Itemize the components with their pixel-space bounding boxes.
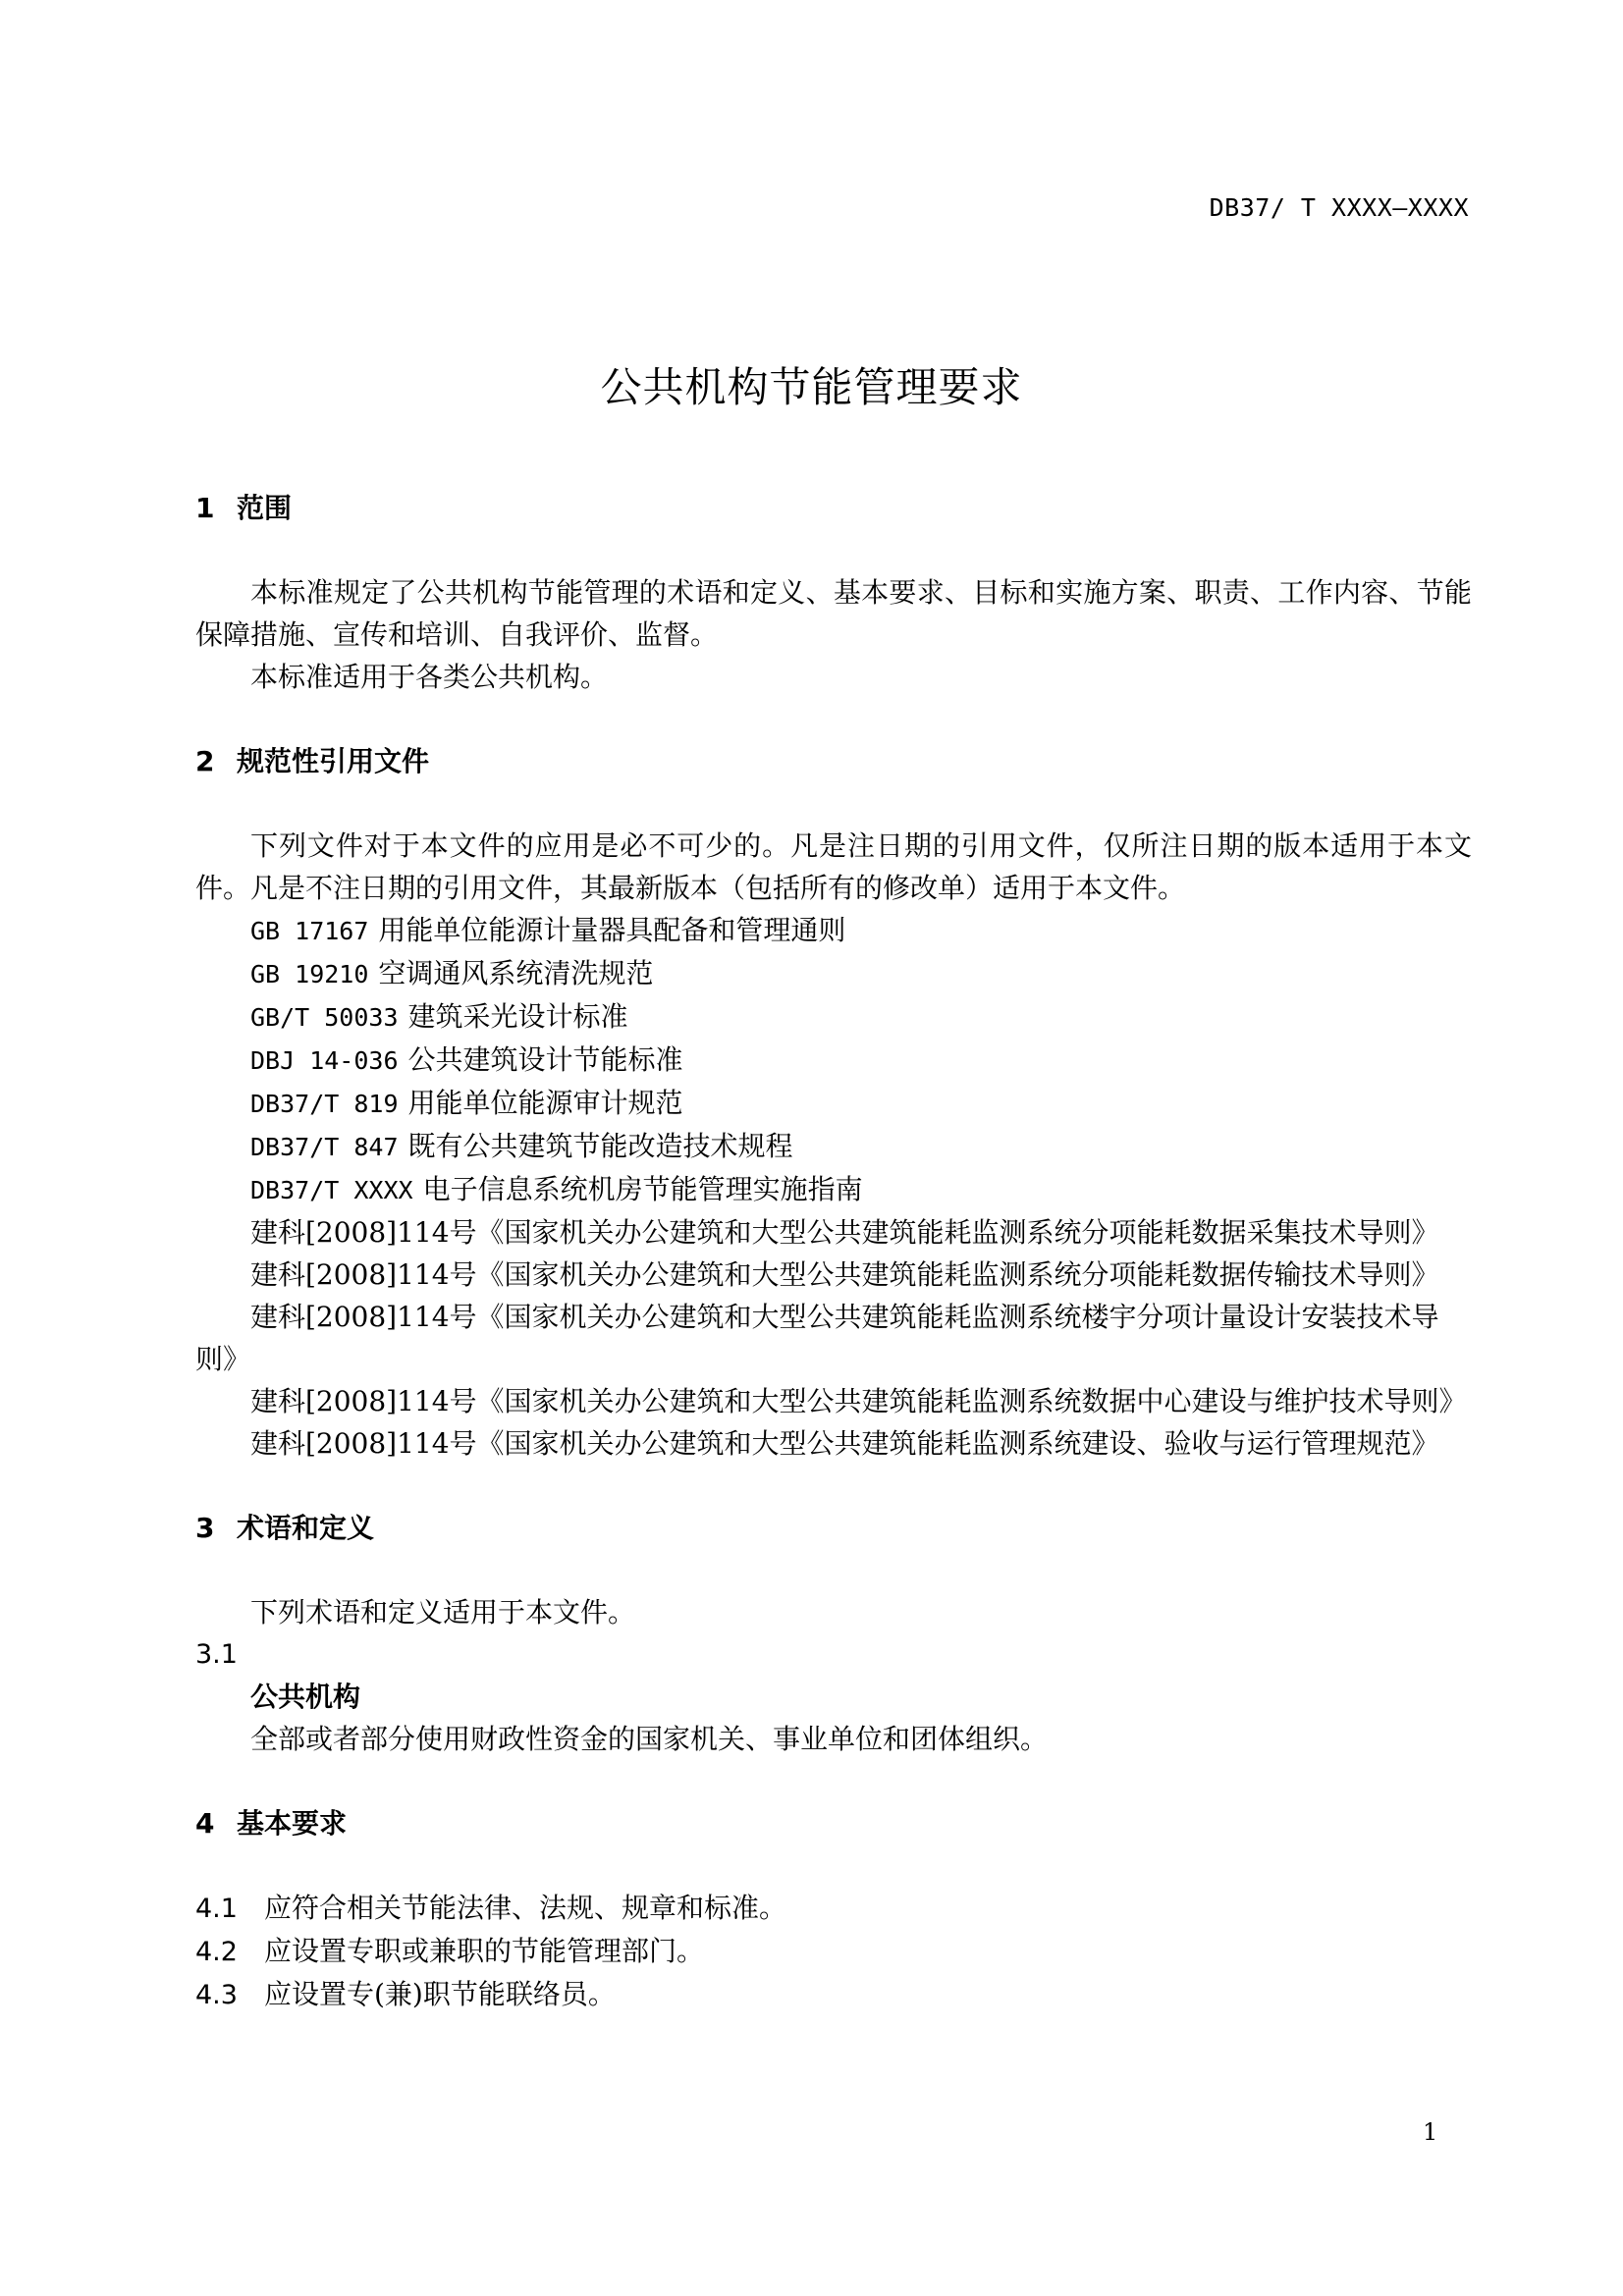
standard-reference <box>195 1168 1472 1211</box>
standard-reference <box>195 952 1472 995</box>
document-reference: 建科[2008]114号《国家机关办公建筑和大型公共建筑能耗监测系统楼宇分项计量设计安装技术导则》 <box>195 1301 1439 1375</box>
document-title: 公共机构节能管理要求 <box>600 363 1023 411</box>
document-reference: 建科[2008]114号《国家机关办公建筑和大型公共建筑能耗监测系统分项能耗数据传输技术导则》 <box>250 1258 1439 1291</box>
document-body <box>195 487 1472 2016</box>
standard-reference <box>195 1082 1472 1125</box>
clause-text: 应符合相关节能法律、法规、规章和标准。 <box>264 1892 787 1924</box>
section-number: 2 <box>195 745 215 777</box>
document-reference: 建科[2008]114号《国家机关办公建筑和大型公共建筑能耗监测系统建设、验收与运行管理规范》 <box>250 1427 1439 1460</box>
term-definition: 全部或者部分使用财政性资金的国家机关、事业单位和团体组织。 <box>250 1723 1049 1755</box>
standard-reference <box>195 995 1472 1039</box>
standard-code: DB37/T 819 <box>250 1090 399 1118</box>
standard-name: 电子信息系统机房节能管理实施指南 <box>422 1173 863 1205</box>
standard-code: DBJ 14-036 <box>250 1046 399 1075</box>
standard-code: DB37/T XXXX <box>250 1176 413 1204</box>
clause <box>195 1973 1472 2016</box>
section-title: 范围 <box>237 492 293 524</box>
section-heading-scope <box>195 487 1472 529</box>
document-reference: 建科[2008]114号《国家机关办公建筑和大型公共建筑能耗监测系统分项能耗数据采集技术导则》 <box>250 1216 1439 1249</box>
scope-paragraph: 本标准规定了公共机构节能管理的术语和定义、基本要求、目标和实施方案、职责、工作内容、节能保障措施、宣传和培训、自我评价、监督。 <box>195 576 1472 651</box>
standard-name: 公共建筑设计节能标准 <box>407 1043 683 1076</box>
page-number: 1 <box>1423 2118 1438 2146</box>
clause-number: 4.1 <box>195 1894 238 1924</box>
section-heading-basic-requirements <box>195 1802 1472 1844</box>
standard-reference <box>195 909 1472 952</box>
scope-paragraph: 本标准适用于各类公共机构。 <box>250 661 609 693</box>
standard-code: GB/T 50033 <box>250 1003 399 1032</box>
standard-code: DB37/T 847 <box>250 1133 399 1161</box>
standard-reference <box>195 1125 1472 1168</box>
standard-name: 建筑采光设计标准 <box>407 1000 628 1033</box>
section-number: 4 <box>195 1807 215 1840</box>
section-title: 术语和定义 <box>237 1512 375 1544</box>
term-name: 公共机构 <box>250 1681 361 1713</box>
section-heading-normative-references <box>195 740 1472 782</box>
document-code: DB37/ T XXXX—XXXX <box>1209 193 1469 222</box>
clause-number: 4.3 <box>195 1980 238 2010</box>
standard-code: GB 19210 <box>250 960 369 988</box>
standard-name: 用能单位能源审计规范 <box>407 1087 683 1119</box>
standard-reference <box>195 1039 1472 1082</box>
clause-number: 4.2 <box>195 1937 238 1967</box>
standard-code: GB 17167 <box>250 917 369 945</box>
clause-text: 应设置专职或兼职的节能管理部门。 <box>264 1935 705 1967</box>
section-number: 1 <box>195 492 215 524</box>
section-title: 规范性引用文件 <box>237 745 430 777</box>
normative-references-intro: 下列文件对于本文件的应用是必不可少的。凡是注日期的引用文件，仅所注日期的版本适用于本文件。凡是不注日期的引用文件，其最新版本（包括所有的修改单）适用于本文件。 <box>195 829 1472 904</box>
clause <box>195 1930 1472 1973</box>
standard-name: 空调通风系统清洗规范 <box>378 957 654 989</box>
standard-name: 用能单位能源计量器具配备和管理通则 <box>378 914 846 946</box>
clause-text: 应设置专(兼)职节能联络员。 <box>264 1978 616 2010</box>
section-title: 基本要求 <box>237 1807 348 1840</box>
section-number: 3 <box>195 1512 215 1544</box>
term-number: 3.1 <box>195 1639 238 1670</box>
standard-name: 既有公共建筑节能改造技术规程 <box>407 1130 793 1162</box>
document-reference: 建科[2008]114号《国家机关办公建筑和大型公共建筑能耗监测系统数据中心建设与维护技术导则》 <box>250 1385 1467 1417</box>
clause <box>195 1887 1472 1930</box>
terms-intro: 下列术语和定义适用于本文件。 <box>250 1596 636 1629</box>
section-heading-terms <box>195 1507 1472 1549</box>
